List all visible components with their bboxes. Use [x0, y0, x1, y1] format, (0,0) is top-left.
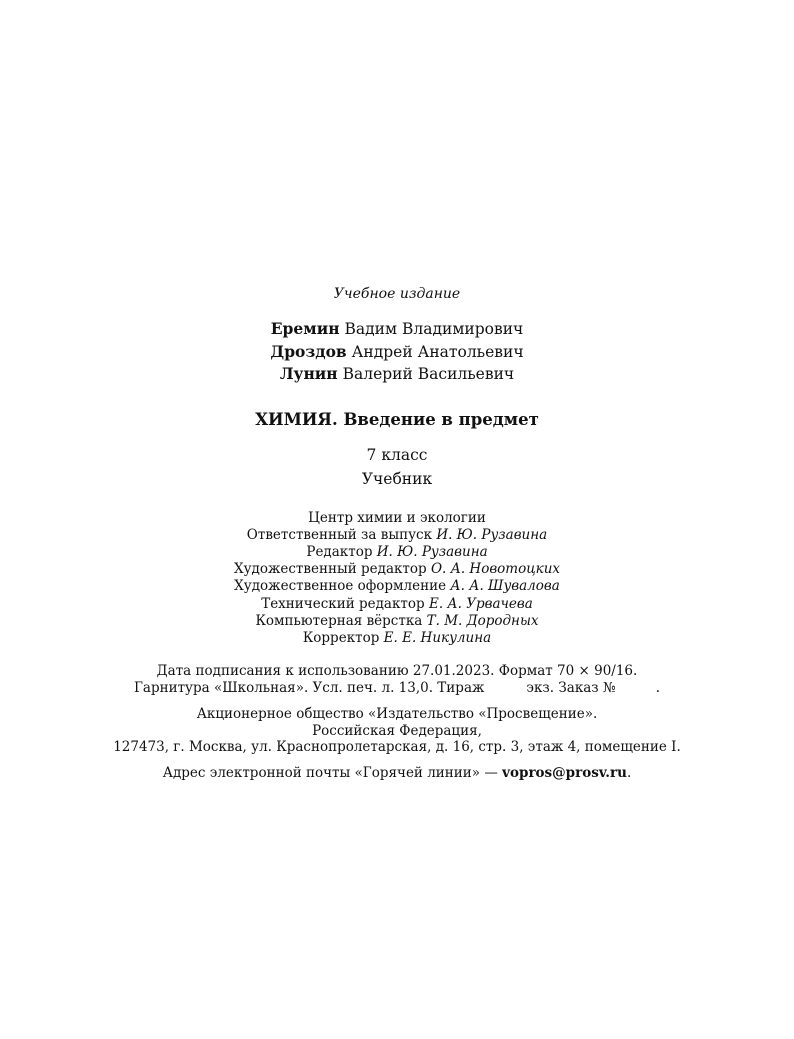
staff-line [0, 596, 794, 612]
staff-role: Художественное оформление [234, 578, 447, 594]
book-type: Учебник [361, 470, 433, 488]
staff-person: Е. Е. Никулина [383, 630, 492, 646]
address-line: 127473, г. Москва, ул. Краснопролетарская, д. 16, стр. 3, этаж 4, помещение I. [113, 739, 681, 755]
hotline-label: Адрес электронной почты «Горячей линии» — [162, 765, 498, 781]
country-line: Российская Федерация, [312, 723, 482, 739]
staff-person: Е. А. Урвачева [428, 596, 533, 612]
book-grade: 7 класс [366, 446, 428, 464]
staff-line [0, 561, 794, 577]
staff-line [0, 630, 794, 646]
edition-type: Учебное издание [333, 286, 461, 302]
typeface-line [0, 680, 794, 696]
staff-role: Компьютерная вёрстка [255, 613, 423, 629]
hotline-end: . [626, 765, 632, 781]
staff-person: И. Ю. Рузавина [436, 527, 548, 543]
staff-line [0, 510, 794, 526]
staff-role: Центр химии и экологии [308, 510, 486, 526]
staff-role: Корректор [302, 630, 380, 646]
staff-person: О. А. Новотоцких [430, 561, 561, 577]
author-given-name: Валерий Васильевич [342, 365, 515, 383]
staff-person: А. А. Шувалова [450, 578, 560, 594]
author-surname: Лунин [279, 364, 338, 383]
book-title: ХИМИЯ. Введение в предмет [255, 410, 539, 429]
staff-role: Редактор [306, 544, 373, 560]
staff-role: Художественный редактор [233, 561, 427, 577]
typeface-end: . [655, 680, 661, 696]
signed-line: Дата подписания к использованию 27.01.2023. Формат 70 × 90/16. [156, 663, 638, 679]
author-line [0, 364, 794, 383]
staff-line [0, 544, 794, 560]
staff-line [0, 527, 794, 543]
staff-line [0, 613, 794, 629]
author-surname: Дроздов [270, 342, 347, 361]
author-surname: Еремин [270, 319, 340, 338]
author-given-name: Андрей Анатольевич [351, 343, 524, 361]
order-text: экз. Заказ № [526, 680, 616, 696]
staff-person: И. Ю. Рузавина [376, 544, 488, 560]
author-line [0, 342, 794, 361]
author-given-name: Вадим Владимирович [344, 320, 524, 338]
hotline-line [0, 765, 794, 781]
hotline-email: vopros@prosv.ru [502, 765, 627, 781]
typeface-text: Гарнитура «Школьная». Усл. печ. л. 13,0. Тираж [133, 680, 485, 696]
staff-role: Ответственный за выпуск [246, 527, 433, 543]
staff-person: Т. М. Дородных [426, 613, 539, 629]
publisher-line: Акционерное общество «Издательство «Просвещение». [196, 706, 598, 722]
author-line [0, 319, 794, 338]
staff-role: Технический редактор [261, 596, 425, 612]
staff-line [0, 578, 794, 594]
